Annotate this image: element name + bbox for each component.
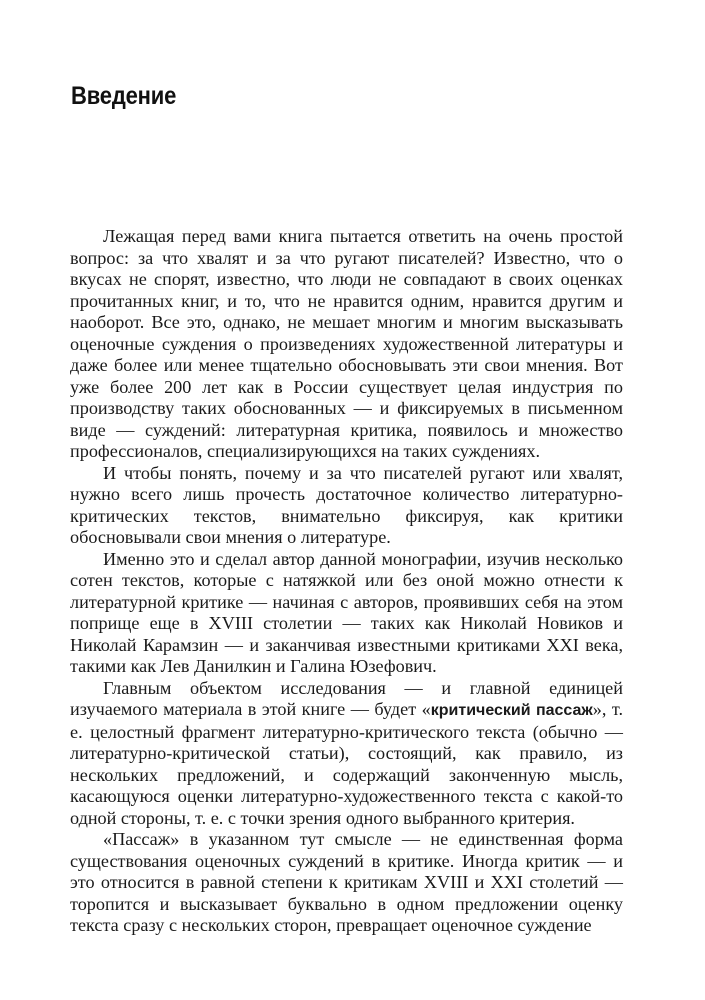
paragraph-3: Именно это и сделал автор данной монографии, изучив несколько сотен текстов, которые с натяжкой или без оной можно отнести к литературной критике — начиная с авторов, проявивших себя на этом поприще еще в XVIII столетии — таких как Николай Новиков и Николай Карамзин — и заканчивая известными критиками XXI века, такими как Лев Данилкин и Галина Юзефович. bbox=[70, 548, 623, 676]
chapter-body bbox=[70, 226, 623, 937]
paragraph-1: Лежащая перед вами книга пытается ответить на очень простой вопрос: за что хвалят и за что ругают писателей? Известно, что о вкусах не спорят, известно, что люди не совпадают в своих оценках прочитанных книг, и то, что не нравится одним, нравится другим и наоборот. Все это, однако, не мешает многим и многим высказывать оценочные суждения о произведениях художественной литературы и даже более или менее тщательно обосновывать эти свои мнения. Вот уже более 200 лет как в России существует целая индустрия по производству таких обоснованных — и фиксируемых в письменном виде — суждений: литературная критика, появилось и множество профессионалов, специализирующихся на таких суждениях. bbox=[70, 226, 623, 461]
key-term-critical-passage: критический пассаж bbox=[430, 702, 593, 719]
paragraph-5: «Пассаж» в указанном тут смысле — не единственная форма существования оценочных суждений в критике. Иногда критик — и это относится в равной степени к критикам XVIII и XXI столетий — торопится и высказывает буквально в одном предложении оценку текста сразу с нескольких сторон, превращает оценочное суждение bbox=[70, 829, 623, 935]
paragraph-2: И чтобы понять, почему и за что писателей ругают или хвалят, нужно всего лишь прочесть достаточное количество литературно-критических текстов, внимательно фиксируя, как критики обосновывали свои мнения о литературе. bbox=[70, 462, 623, 547]
paragraph-4-end: », т. е. целостный фрагмент литературно-критического текста (обычно — литературно-критической статьи), состоящий, как правило, из нескольких предложений, и содержащий законченную мысль, касающуюся оценки литературно-художественного текста с какой-то одной стороны, т. е. с точки зрения одного выбранного критерия. bbox=[70, 699, 623, 828]
paragraph-4 bbox=[70, 678, 623, 830]
paragraph-4-start: Главным объектом исследования — и главной единицей изучаемого материала в этой книге — будет « bbox=[70, 677, 623, 719]
chapter-title: Введение bbox=[71, 82, 177, 110]
